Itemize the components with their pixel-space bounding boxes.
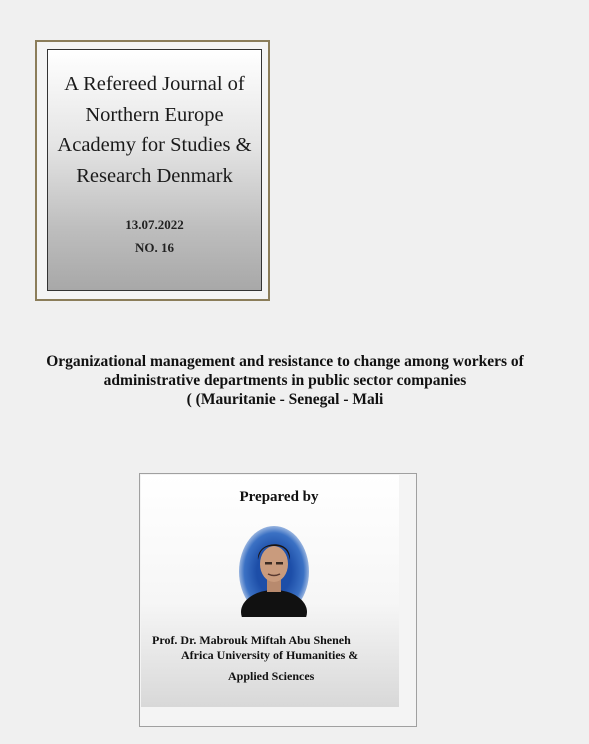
portrait-illustration [239, 526, 309, 617]
author-affiliation: Applied Sciences [228, 669, 315, 683]
paper-title-line: ( (Mauritanie - Senegal - Mali [186, 391, 384, 408]
paper-title-line: Organizational management and resistance to change among workers of [46, 353, 524, 370]
journal-info-frame [35, 40, 270, 301]
journal-date: 13.07.2022 [125, 217, 184, 232]
journal-title [54, 69, 255, 191]
paper-title-line: administrative departments in public sector companies [103, 372, 467, 389]
prepared-by-heading: Prepared by [239, 489, 319, 505]
author-name: Prof. Dr. Mabrouk Miftah Abu Sheneh [152, 633, 351, 647]
author-portrait [239, 526, 309, 617]
journal-title-line: Research Denmark [76, 164, 233, 187]
journal-title-line: Academy for Studies & [57, 134, 252, 156]
journal-title-line: A Refereed Journal of [64, 73, 245, 95]
journal-title-line: Northern Europe [85, 103, 224, 126]
author-affiliation: Africa University of Humanities & [181, 648, 359, 662]
journal-info-box [47, 49, 262, 291]
paper-title [20, 352, 550, 409]
author-frame [139, 473, 417, 727]
journal-issue-number: NO. 16 [135, 240, 174, 255]
